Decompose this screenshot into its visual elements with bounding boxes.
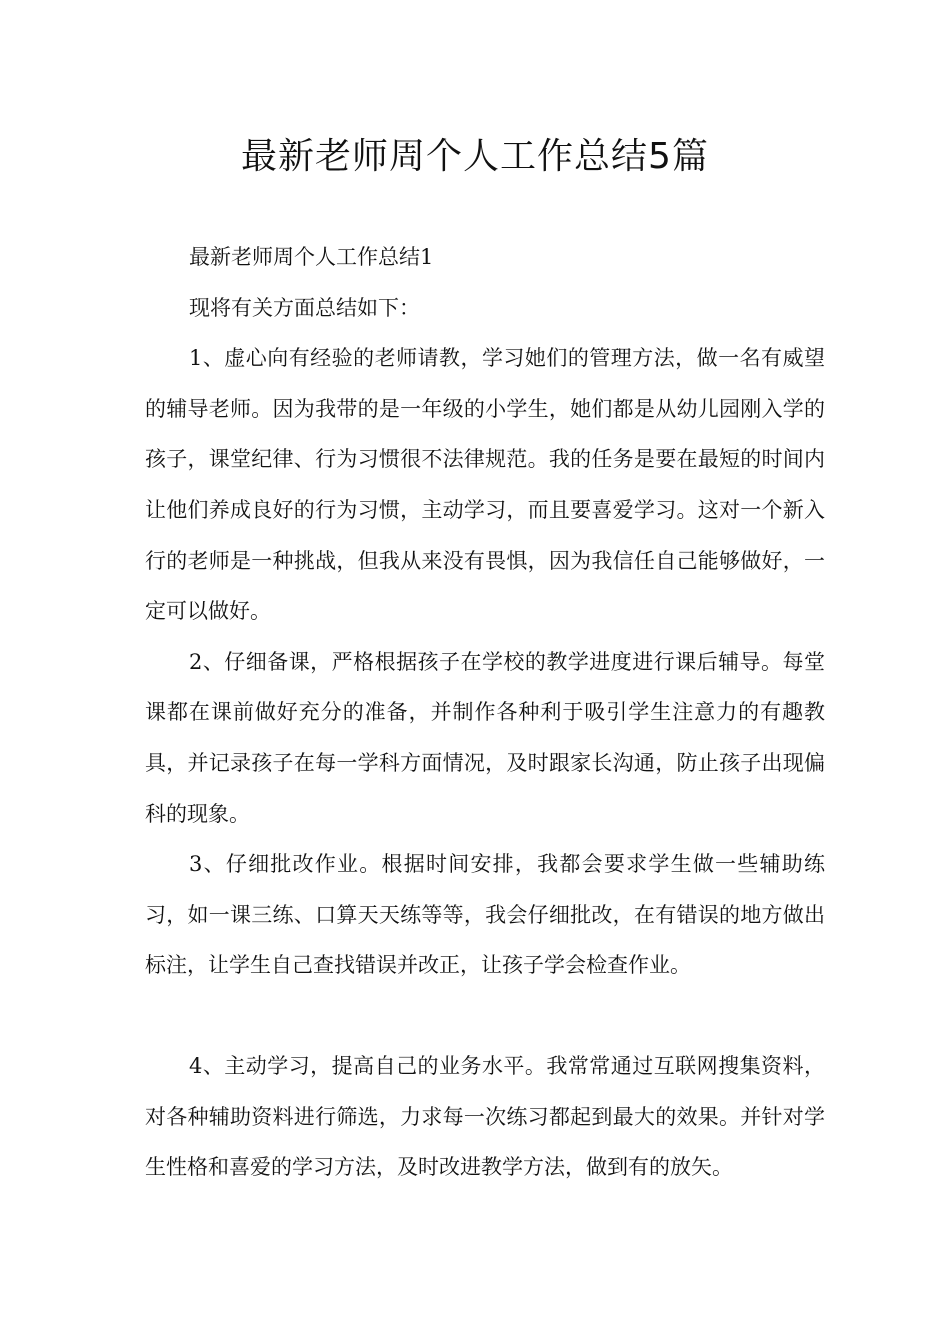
paragraph-3: 3、仔细批改作业。根据时间安排，我都会要求学生做一些辅助练习，如一课三练、口算天天练等等，我会仔细批改，在有错误的地方做出标注，让学生自己查找错误并改正，让孩子学会检查作业。 <box>145 852 825 978</box>
paragraph-1: 1、虚心向有经验的老师请教，学习她们的管理方法，做一名有威望的辅导老师。因为我带的是一年级的小学生，她们都是从幼儿园刚入学的孩子，课堂纪律、行为习惯很不法律规范。我的任务是要在最短的时间内让他们养成良好的行为习惯，主动学习，而且要喜爱学习。这对一个新入行的老师是一种挑战，但我从来没有畏惧，因为我信任自己能够做好，一定可以做好。 <box>145 346 825 624</box>
section-heading: 最新老师周个人工作总结1 <box>189 245 434 269</box>
paragraph-2: 2、仔细备课，严格根据孩子在学校的教学进度进行课后辅导。每堂课都在课前做好充分的准备，并制作各种利于吸引学生注意力的有趣教具，并记录孩子在每一学科方面情况，及时跟家长沟通，防止孩子出现偏科的现象。 <box>145 649 825 826</box>
document-body <box>145 232 825 1193</box>
intro-paragraph: 现将有关方面总结如下： <box>189 295 420 320</box>
paragraph-4: 4、主动学习，提高自己的业务水平。我常常通过互联网搜集资料，对各种辅助资料进行筛选，力求每一次练习都起到最大的效果。并针对学生性格和喜爱的学习方法，及时改进教学方法，做到有的放矢。 <box>145 1053 825 1180</box>
document-title: 最新老师周个人工作总结5篇 <box>241 136 709 177</box>
